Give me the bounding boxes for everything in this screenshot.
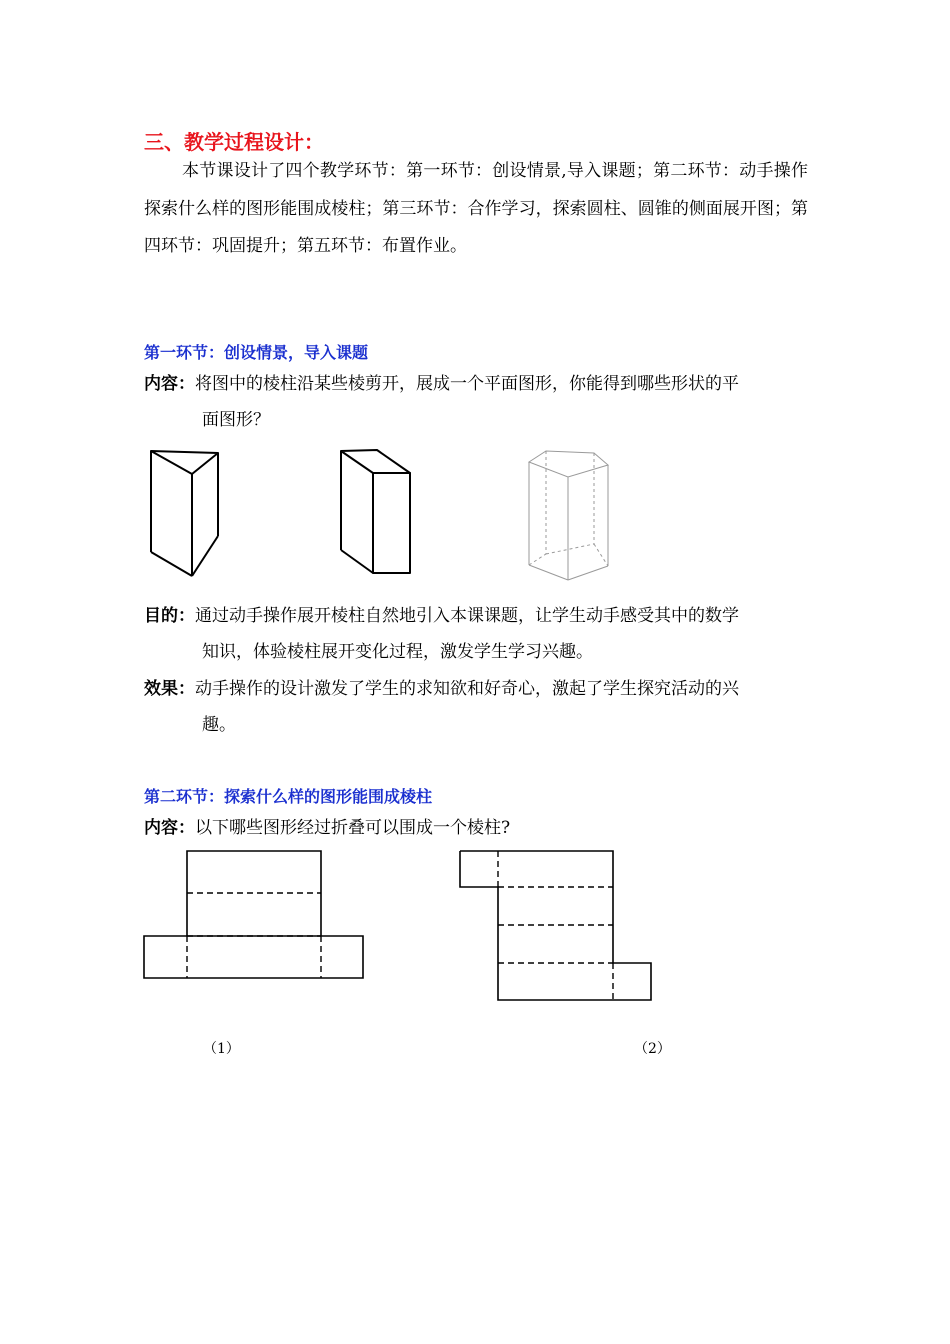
effect-text-line1: 动手操作的设计激发了学生的求知欲和好奇心，激起了学生探究活动的兴 [195, 679, 739, 699]
stage2-heading: 第二环节：探索什么样的图形能围成棱柱 [144, 787, 433, 806]
net-figure-1 [140, 846, 370, 986]
figure-caption-2: （2） [634, 1041, 671, 1057]
intro-paragraph: 本节课设计了四个教学环节：第一环节：创设情景,导入课题；第二环节：动手操作探索什么样的图形能围成棱柱；第三环节：合作学习，探索圆柱、圆锥的侧面展开图；第四环节：巩固提升；第五环节：布置作业。 [144, 161, 808, 256]
net-figure-2 [455, 846, 660, 1006]
content-label: 内容： [144, 818, 195, 838]
figure-caption-1: （1） [203, 1041, 240, 1057]
content-label: 内容： [144, 374, 195, 394]
rectangular-prism-figure [330, 440, 420, 585]
stage2-content [144, 810, 808, 846]
purpose-text-line2: 知识，体验棱柱展开变化过程，激发学生学习兴趣。 [202, 642, 593, 662]
stage1-content [144, 366, 808, 438]
stage1-purpose [144, 598, 808, 670]
stage1-heading: 第一环节：创设情景，导入课题 [144, 343, 369, 362]
pentagonal-prism-figure [520, 440, 620, 585]
content-text: 以下哪些图形经过折叠可以围成一个棱柱? [195, 818, 511, 838]
effect-text-line2: 趣。 [202, 715, 236, 735]
content-text-line2: 面图形？ [202, 410, 270, 430]
stage1-effect [144, 671, 808, 743]
purpose-label: 目的： [144, 606, 195, 626]
effect-label: 效果： [144, 679, 195, 699]
section-title: 三、教学过程设计： [144, 130, 324, 154]
content-text-line1: 将图中的棱柱沿某些棱剪开，展成一个平面图形，你能得到哪些形状的平 [195, 374, 739, 394]
triangular-prism-figure [140, 440, 240, 585]
purpose-text-line1: 通过动手操作展开棱柱自然地引入本课课题，让学生动手感受其中的数学 [195, 606, 739, 626]
